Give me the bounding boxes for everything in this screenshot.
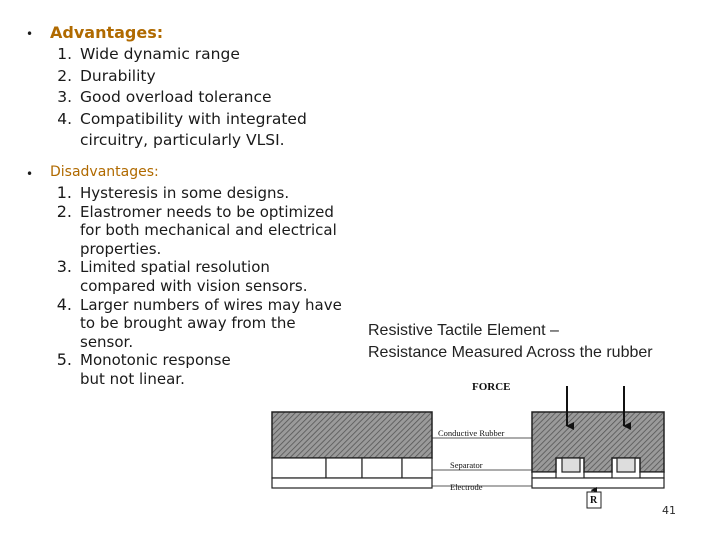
list-item: 5. Monotonic response but not linear. xyxy=(56,350,231,388)
bullet-disadvantages: • xyxy=(26,167,34,181)
electrode-left xyxy=(272,478,432,488)
resistive-tactile-element-diagram xyxy=(262,372,700,530)
figure-caption xyxy=(368,320,653,364)
r-label: R xyxy=(590,495,598,506)
list-item: 3. Good overload tolerance xyxy=(57,88,272,106)
list-item: 1. Wide dynamic range xyxy=(57,45,240,63)
conductive-rubber-right xyxy=(532,412,664,472)
electrode-label: Electrode xyxy=(450,482,483,492)
advantages-list xyxy=(58,44,310,152)
electrode-right xyxy=(532,478,664,488)
figure-caption-line-1: Resistive Tactile Element – xyxy=(368,322,559,339)
list-item: 4. Larger numbers of wires may have to be brought away from the sensor. xyxy=(56,294,342,351)
conductive-rubber xyxy=(272,412,432,458)
separator-left xyxy=(272,458,432,478)
advantages-heading: Advantages: xyxy=(50,23,164,42)
list-item: 4. Compatibility with integrated circuitry, particularly VLSI. xyxy=(57,109,307,149)
list-item: 2. Durability xyxy=(57,66,156,85)
list-item: 2. Elastromer needs to be optimized for both mechanical and electrical properties. xyxy=(56,201,337,258)
separator-label: Separator xyxy=(450,460,483,470)
bullet-advantages: • xyxy=(26,27,34,41)
page-number: 41 xyxy=(662,504,676,517)
list-item: 3. Limited spatial resolution compared with vision sensors. xyxy=(56,257,308,295)
force-label: FORCE xyxy=(472,381,511,393)
figure-caption-line-2: Resistance Measured Across the rubber xyxy=(368,344,653,361)
disadvantages-heading: Disadvantages: xyxy=(50,164,159,180)
conductive-rubber-label: Conductive Rubber xyxy=(438,428,505,438)
disadvantages-list xyxy=(58,184,342,389)
list-item: 1. Hysteresis in some designs. xyxy=(56,183,290,202)
